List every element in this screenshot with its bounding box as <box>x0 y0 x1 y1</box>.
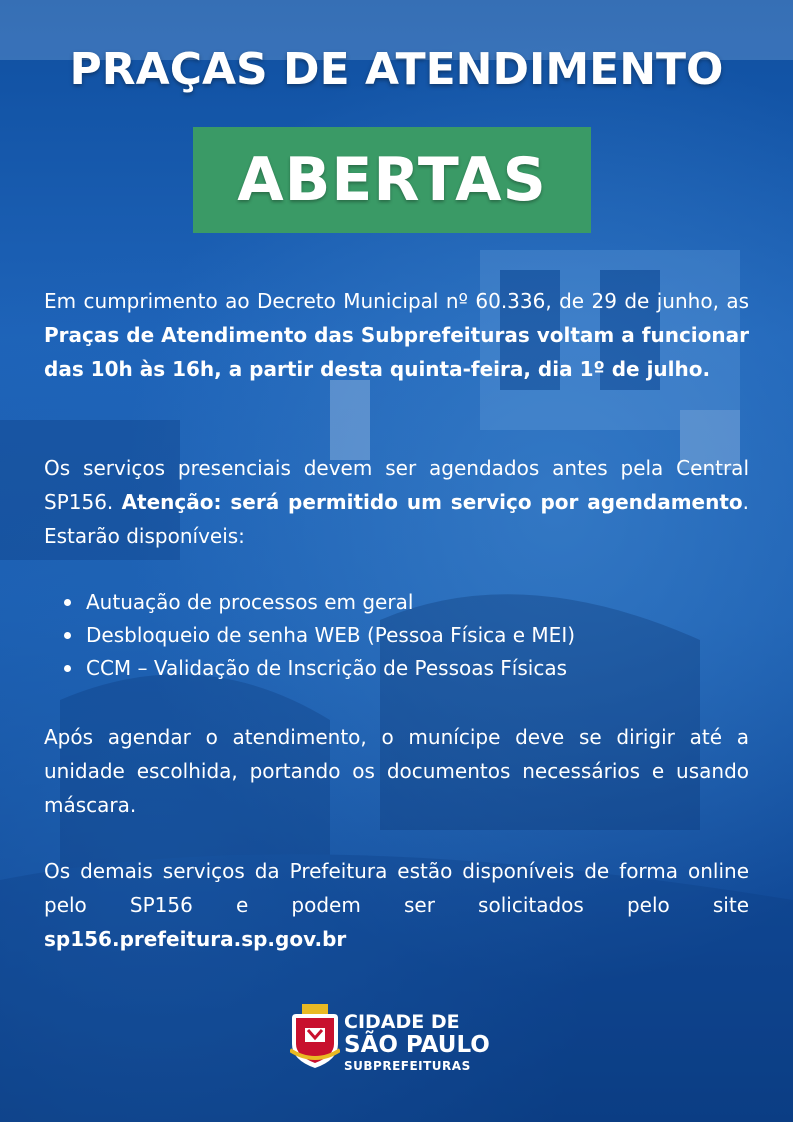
paragraph-scheduling <box>44 451 749 553</box>
logo-text <box>344 1012 490 1074</box>
city-crest-icon <box>290 1004 340 1070</box>
website-link[interactable]: sp156.prefeitura.sp.gov.br <box>44 927 347 951</box>
scheduling-warning: Atenção: será permitido um serviço por agendamento <box>121 490 743 514</box>
page-title: PRAÇAS DE ATENDIMENTO <box>69 44 724 95</box>
logo-line-subprefeituras: SUBPREFEITURAS <box>344 1059 471 1073</box>
list-item: Autuação de processos em geral <box>64 586 744 619</box>
status-badge-label: ABERTAS <box>237 145 547 215</box>
services-list <box>64 586 744 685</box>
scheduling-text-end: . Estarão disponíveis: <box>44 490 749 548</box>
online-text: Os demais serviços da Prefeitura estão disponíveis de forma online pelo SP156 e podem ser solicitados pelo site <box>44 859 749 917</box>
decree-text: Em cumprimento ao Decreto Municipal nº 60.336, de 29 de junho, as <box>44 289 749 313</box>
list-item: Desbloqueio de senha WEB (Pessoa Física e MEI) <box>64 619 744 652</box>
decree-highlight: Praças de Atendimento das Subprefeituras voltam a funcionar das 10h às 16h, a partir desta quinta-feira, dia 1º de julho. <box>44 323 749 381</box>
paragraph-online <box>44 854 749 956</box>
paragraph-decree <box>44 284 749 386</box>
logo-line-city: CIDADE DE <box>344 1011 460 1033</box>
list-item: CCM – Validação de Inscrição de Pessoas Físicas <box>64 652 744 685</box>
logo-line-sao-paulo: SÃO PAULO <box>344 1032 490 1058</box>
paragraph-instructions: Após agendar o atendimento, o munícipe deve se dirigir até a unidade escolhida, portando os documentos necessários e usando máscara. <box>44 725 749 817</box>
city-logo <box>290 1004 500 1080</box>
scheduling-text: Os serviços presenciais devem ser agendados antes pela Central SP156. <box>44 456 749 514</box>
status-badge <box>193 127 591 233</box>
